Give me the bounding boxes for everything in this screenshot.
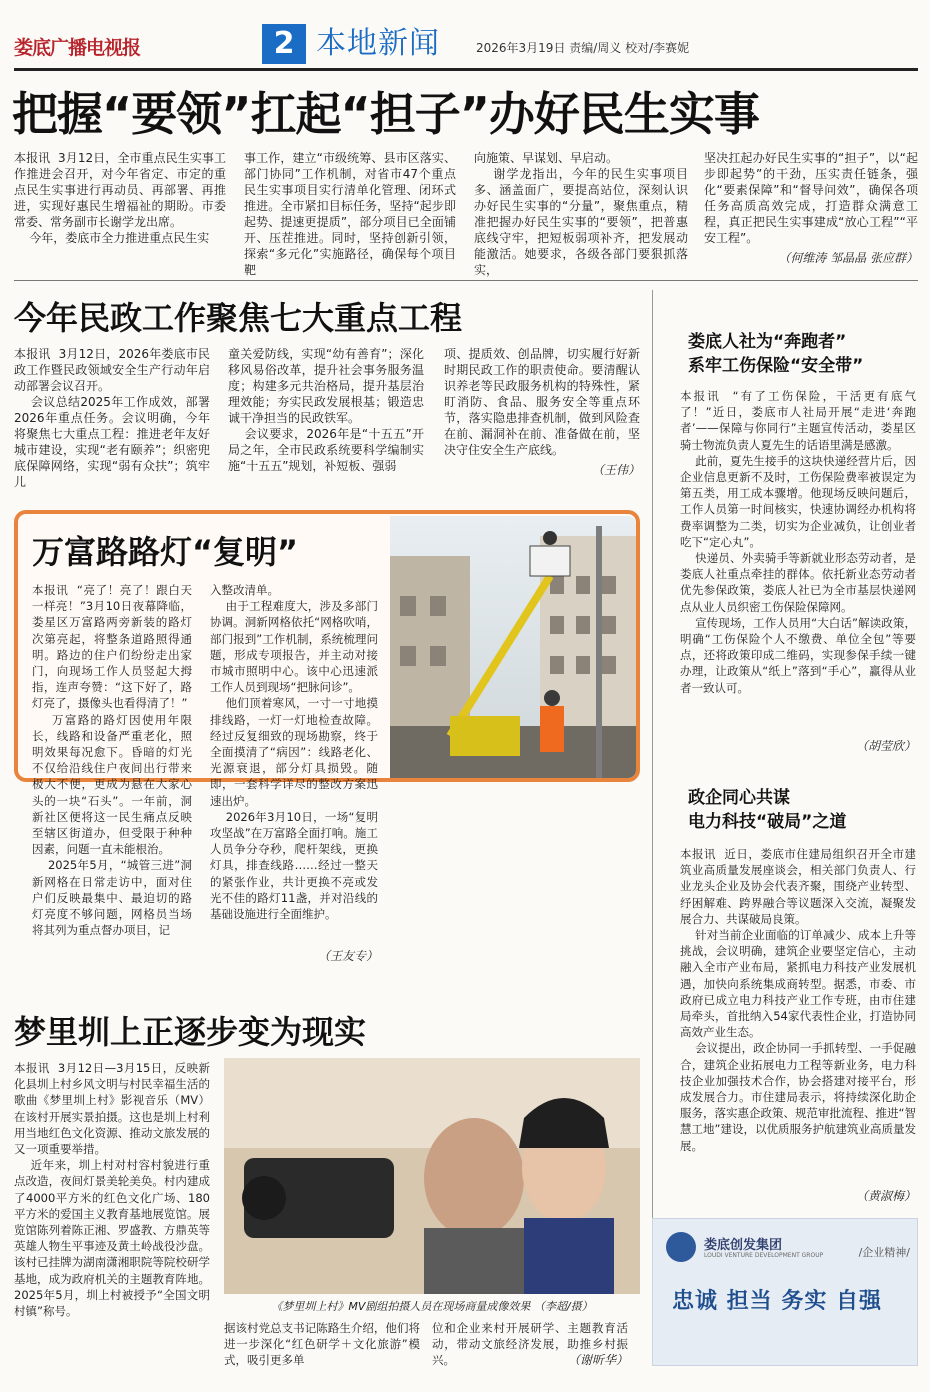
dream-credit: （谢昕华） bbox=[567, 1353, 628, 1367]
issue-meta: 2026年3月19日 责编/周义 校对/李赛妮 bbox=[476, 41, 690, 55]
film-crew-illustration bbox=[224, 1058, 640, 1294]
newspaper-logo: 娄底广播电视报 bbox=[14, 37, 141, 59]
civil-col-2: 童关爱防线，实现“幼有善育”；深化移风易俗改革，提升社会事务服务温度；构建多元共治格局，提升基层治理效能；夯实民政发展根基；锻造忠诚干净担当的民政铁军。 会议要求，2026年是“十五五”开局之年，全市民政系统要科学编制实施“十五五”规划，补短板、强弱 bbox=[228, 347, 424, 473]
street-lamp-photo bbox=[390, 516, 636, 778]
civil-col-1: 本报讯 3月12日，2026年娄底市民政工作暨民政领域安全生产行动年启动部署会议召开。 会议总结2025年工作成效，部署2026年重点任务。会议明确，今年将聚焦七大重点工程：推进老年友好城市建设，实现“老有颐养”；织密兜底保障网络，实现“弱有众扶”；筑牢儿 bbox=[14, 347, 210, 489]
company-name-en: LOUDI VENTURE DEVELOPMENT GROUP bbox=[704, 1252, 824, 1259]
dream-col-2: 据该村党总支书记陈路生介绍，他们将进一步深化“红色研学＋文化旅游”模式，吸引更多单 bbox=[224, 1321, 420, 1368]
dream-headline: 梦里圳上正逐步变为现实 bbox=[14, 1013, 367, 1051]
column-divider bbox=[652, 290, 653, 1366]
divider bbox=[14, 280, 918, 281]
dream-col-1: 本报讯 3月12日—3月15日，反映新化县圳上村乡风文明与村民幸福生活的歌曲《梦里圳上村》影视音乐（MV）在该村开展实景拍摄。这也是圳上村利用当地红色文化资源、推动文旅发展的又一项重要举措。 近年来，圳上村对村容村貌进行重点改造，夜间灯景美轮美奂。村内建成了4000平方米的红色文化广场、180平方米的爱国主义教育基地展览馆。展览馆陈列着陈正湘、罗盛教、方鼎英等英雄人物生平事迹及黄土岭战役沙盘。该村已挂牌为湖南潇湘职院等院校研学基地，成为政府机关的主题教育阵地。2025年5月，圳上村被授予“全国文明村镇”称号。 bbox=[14, 1061, 211, 1319]
power-credit: （黄淑梅） bbox=[855, 1189, 916, 1203]
company-name: 娄底创发集团 bbox=[704, 1238, 783, 1253]
company-logo-icon bbox=[666, 1232, 696, 1262]
insurance-headline-1: 娄底人社为“奔跑者” bbox=[688, 332, 847, 352]
lead-credit: （何维涛 邹晶晶 张应群） bbox=[778, 251, 918, 265]
page-number: 2 bbox=[262, 24, 306, 64]
film-crew-photo bbox=[224, 1058, 640, 1294]
power-body: 本报讯 近日，娄底市住建局组织召开全市建筑业高质量发展座谈会，相关部门负责人、行业龙头企业及协会代表齐聚，围绕产业转型、纾困解难、跨界融合等议题深入交流，凝聚发展合力、共谋破局良策。 针对当前企业面临的订单减少、成本上升等挑战，会议明确，建筑企业要坚定信心，主动融入全市产业布局，紧抓电力科技产业发展机遇，加快向系统集成商转型。据悉，市委、市政府已成立电力科技产业工作专班，由市住建局牵头，首批纳入54家代表性企业，打造协同高效产业生态。 会议提出，政企协同一手抓转型、一手促融合，建筑企业拓展电力工程等新业务，电力科技企业加强技术合作，协会搭建对接平台，形成发展合力。市住建局表示，将持续深化助企服务，落实惠企政策、规范审批流程、推进“智慧工地”建设，以优质服务护航建筑业高质量发展。 bbox=[680, 847, 917, 1153]
dream-col-3: 位和企业来村开展研学、主题教育活动，带动文旅经济发展，助推乡村振兴。 bbox=[432, 1321, 628, 1368]
lamp-col-2: 入整改清单。 由于工程难度大，涉及多部门协调。洞新网格依托“网格吹哨，部门报到”工作机制，系统梳理问题，形成专项报告，并主动对接市城市照明中心。该中心迅速派工作人员到现场“把脉问诊”。 他们顶着寒风，一寸一寸地摸排线路，一灯一灯地检查故障。经过反复细致的现场勘察，终于全面摸清了“病因”：线路老化、光源衰退，部分灯具损毁。随即，一套科学详尽的整改方案迅速出炉。 2026年3月10日，一场“复明攻坚战”在万富路全面打响。施工人员争分夺秒，爬杆架线，更换灯具，排查线路……经过一整天的紧张作业，共计更换不亮或发光不佳的路灯11盏，并对沿线的基础设施进行全面维护。 bbox=[210, 583, 378, 922]
lead-col-1: 本报讯 3月12日，全市重点民生实事工作推进会召开，对今年省定、市定的重点民生实事进行再动员、再部署、再推进，实现好惠民生增福祉的期盼。市委常委、常务副市长谢学龙出席。 今年，娄底市全力推进重点民生实 bbox=[14, 151, 226, 245]
power-headline-1: 政企同心共谋 bbox=[688, 788, 790, 808]
insurance-body: 本报讯 “有了工伤保险，干活更有底气了！”近日，娄底市人社局开展“走进‘奔跑者’——保障与你同行”主题宣传活动，娄星区骑士物流负责人夏先生的话语里满是感激。 此前，夏先生接手的这块快递经营片后，因企业信息更新不及时，工伤保险费率被误定为第五类，用工成本骤增。他现场反映问题后，工作人员第一时间核实，快速协调经办机构将费率调整为二类，切实为企业减负，让创业者吃下“定心丸”。 快递员、外卖骑手等新就业形态劳动者，是娄底人社重点牵挂的群体。依托新业态劳动者优先参保政策，娄底人社已为全市基层快递网点从业人员织密工伤保险保障网。 宣传现场，工作人员用“大白话”解读政策，明确“工伤保险个人不缴费、单位全包”等要点，还将政策印成二维码，实现参保手续一键办理，让政策从“纸上”落到“手心”，赢得从业者一致认可。 bbox=[680, 389, 917, 695]
photo-caption: 《梦里圳上村》MV剧组拍摄人员在现场商量成像效果 （李超/摄） bbox=[271, 1300, 593, 1313]
ad-slogan: 忠诚 担当 务实 自强 bbox=[672, 1289, 882, 1314]
insurance-credit: （胡莹欣） bbox=[855, 739, 916, 753]
lead-col-2: 事工作，建立“市级统筹、县市区落实、部门协同”工作机制，对省市47个重点民生实事项目实行清单化管理、闭环式推进。全市紧扣目标任务，坚持“起步即起势、提速更提质”，部分项目已全面铺开、压茬推进。同时，坚持创新引领，探索“多元化”实施路径，确保每个项目靶 bbox=[244, 151, 456, 277]
lamp-headline: 万富路路灯“复明” bbox=[32, 533, 299, 571]
ad-tagline: /企业精神/ bbox=[858, 1246, 910, 1259]
civil-credit: （王伟） bbox=[591, 463, 640, 477]
power-headline-2: 电力科技“破局”之道 bbox=[688, 812, 847, 832]
civil-headline: 今年民政工作聚焦七大重点工程 bbox=[14, 299, 463, 337]
header-rule bbox=[14, 68, 918, 71]
street-lamp-illustration bbox=[390, 516, 636, 778]
lamp-col-1: 本报讯 “亮了！亮了！跟白天一样亮！”3月10日夜幕降临，娄星区万富路两旁新装的路灯次第亮起，将整条道路照得通明。路边的住户们纷纷走出家门，向现场工作人员竖起大拇指，连声夸赞：“这下好了，路灯亮了，摄像头也看得清了！” 万富路的路灯因使用年限长，线路和设备严重老化，照明效果每况愈下。昏暗的灯光不仅给沿线住户夜间出行带来极大不便，更成为悬在大家心头的一块“石头”。一年前，洞新社区便将这一民生痛点反映至辖区街道办，但受限于种种因素，问题一直未能根治。 2025年5月，“城管三进”洞新网格在日常走访中，面对住户们反映最集中、最迫切的路灯亮度不够问题，网格员当场将其列为重点督办项目，记 bbox=[32, 583, 193, 938]
insurance-headline-2: 系牢工伤保险“安全带” bbox=[688, 356, 864, 376]
lamp-credit: （王友专） bbox=[317, 949, 378, 963]
lead-col-3: 向施策、早谋划、早启动。 谢学龙指出，今年的民生实事项目多、涵盖面广，要提高站位，深刻认识办好民生实事的“分量”，聚焦重点，精准把握办好民生实事的“要领”，把普惠底线守牢，把短板弱项补齐，把发展动能激活。她要求，各级各部门要狠抓落实， bbox=[474, 151, 688, 277]
section-title: 本地新闻 bbox=[316, 26, 440, 61]
civil-col-3: 项、提质效、创品牌，切实履行好新时期民政工作的职责使命。要清醒认识养老等民政服务机构的特殊性，紧盯消防、食品、服务安全等重点环节，落实隐患排查机制，做到风险查在前、漏洞补在前、准备做在前，坚决守住安全生产底线。 bbox=[444, 347, 640, 457]
lead-headline: 把握“要领”扛起“担子”办好民生实事 bbox=[12, 87, 759, 141]
lead-col-4: 坚决扛起办好民生实事的“担子”，以“起步即起势”的干劲，压实责任链条，强化“要素保障”和“督导问效”，确保各项任务高质高效完成，打造群众满意工程，真正把民生实事建成“放心工程”“平安工程”。 bbox=[704, 151, 918, 245]
